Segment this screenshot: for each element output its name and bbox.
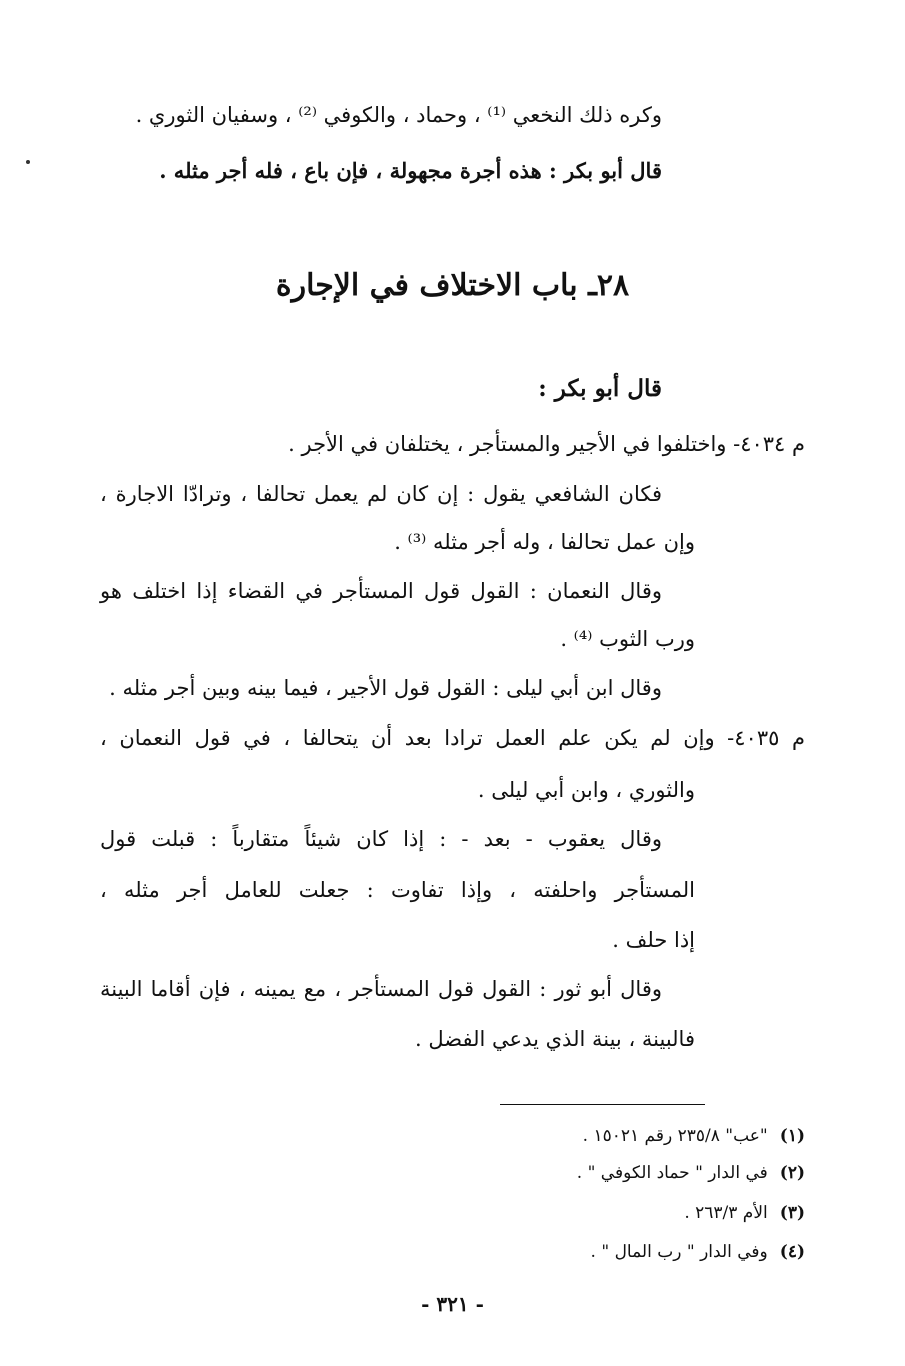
text-line-12: وقال يعقوب - بعد - : إذا كان شيئاً متقارباً : قبلت قول [100,827,662,851]
footnote-number: (١) [779,1126,805,1146]
footnote-2 [577,1163,805,1183]
text-line-8: ورب الثوب ⁽⁴⁾ . [560,627,695,651]
text-line-5: فكان الشافعي يقول : إن كان لم يعمل تحالفا ، وترادّا الاجارة ، [100,482,662,506]
text-line-1: وكره ذلك النخعي ⁽¹⁾ ، وحماد ، والكوفي ⁽²⁾ ، وسفيان الثوري . [135,103,662,127]
text-line-7: وقال النعمان : القول قول المستأجر في القضاء إذا اختلف هو [100,579,662,603]
text-line-15: وقال أبو ثور : القول قول المستأجر ، مع يمينه ، فإن أقاما البينة [100,977,662,1001]
footnote-text: الأم ٢٦٣/٣ . [684,1203,768,1223]
text-line-4: م ٤٠٣٤- واختلفوا في الأجير والمستأجر ، يختلفان في الأجر . [288,432,805,456]
text-line-3: قال أبو بكر : [538,375,662,402]
text-line-2: قال أبو بكر : هذه أجرة مجهولة ، فإن باع ، فله أجر مثله . [159,158,662,183]
footnote-4 [591,1242,805,1262]
chapter-title: ٢٨ـ باب الاختلاف في الإجارة [275,268,630,303]
scan-speck [26,160,30,164]
text-line-16: فالبينة ، بينة الذي يدعي الفضل . [415,1027,695,1051]
footnote-3 [684,1203,805,1223]
page-number: - ٣٢١ - [421,1292,484,1316]
footnote-number: (٢) [779,1163,805,1183]
footnote-number: (٣) [779,1203,805,1223]
footnote-separator [500,1104,705,1105]
footnote-1 [583,1126,805,1146]
text-line-10: م ٤٠٣٥- وإن لم يكن علم العمل ترادا بعد أن يتحالفا ، في قول النعمان ، [100,726,805,750]
text-line-11: والثوري ، وابن أبي ليلى . [477,778,695,802]
footnote-text: "عب" ٢٣٥/٨ رقم ١٥٠٢١ . [582,1126,768,1146]
text-line-14: إذا حلف . [612,928,695,952]
footnote-text: في الدار " حماد الكوفي " . [576,1163,768,1183]
footnote-text: وفي الدار " رب المال " . [590,1242,768,1262]
text-line-13: المستأجر واحلفته ، وإذا تفاوت : جعلت للعامل أجر مثله ، [100,878,695,902]
text-line-6: وإن عمل تحالفا ، وله أجر مثله ⁽³⁾ . [394,530,695,554]
footnote-number: (٤) [779,1242,805,1262]
text-line-9: وقال ابن أبي ليلى : القول قول الأجير ، فيما بينه وبين أجر مثله . [109,676,662,700]
